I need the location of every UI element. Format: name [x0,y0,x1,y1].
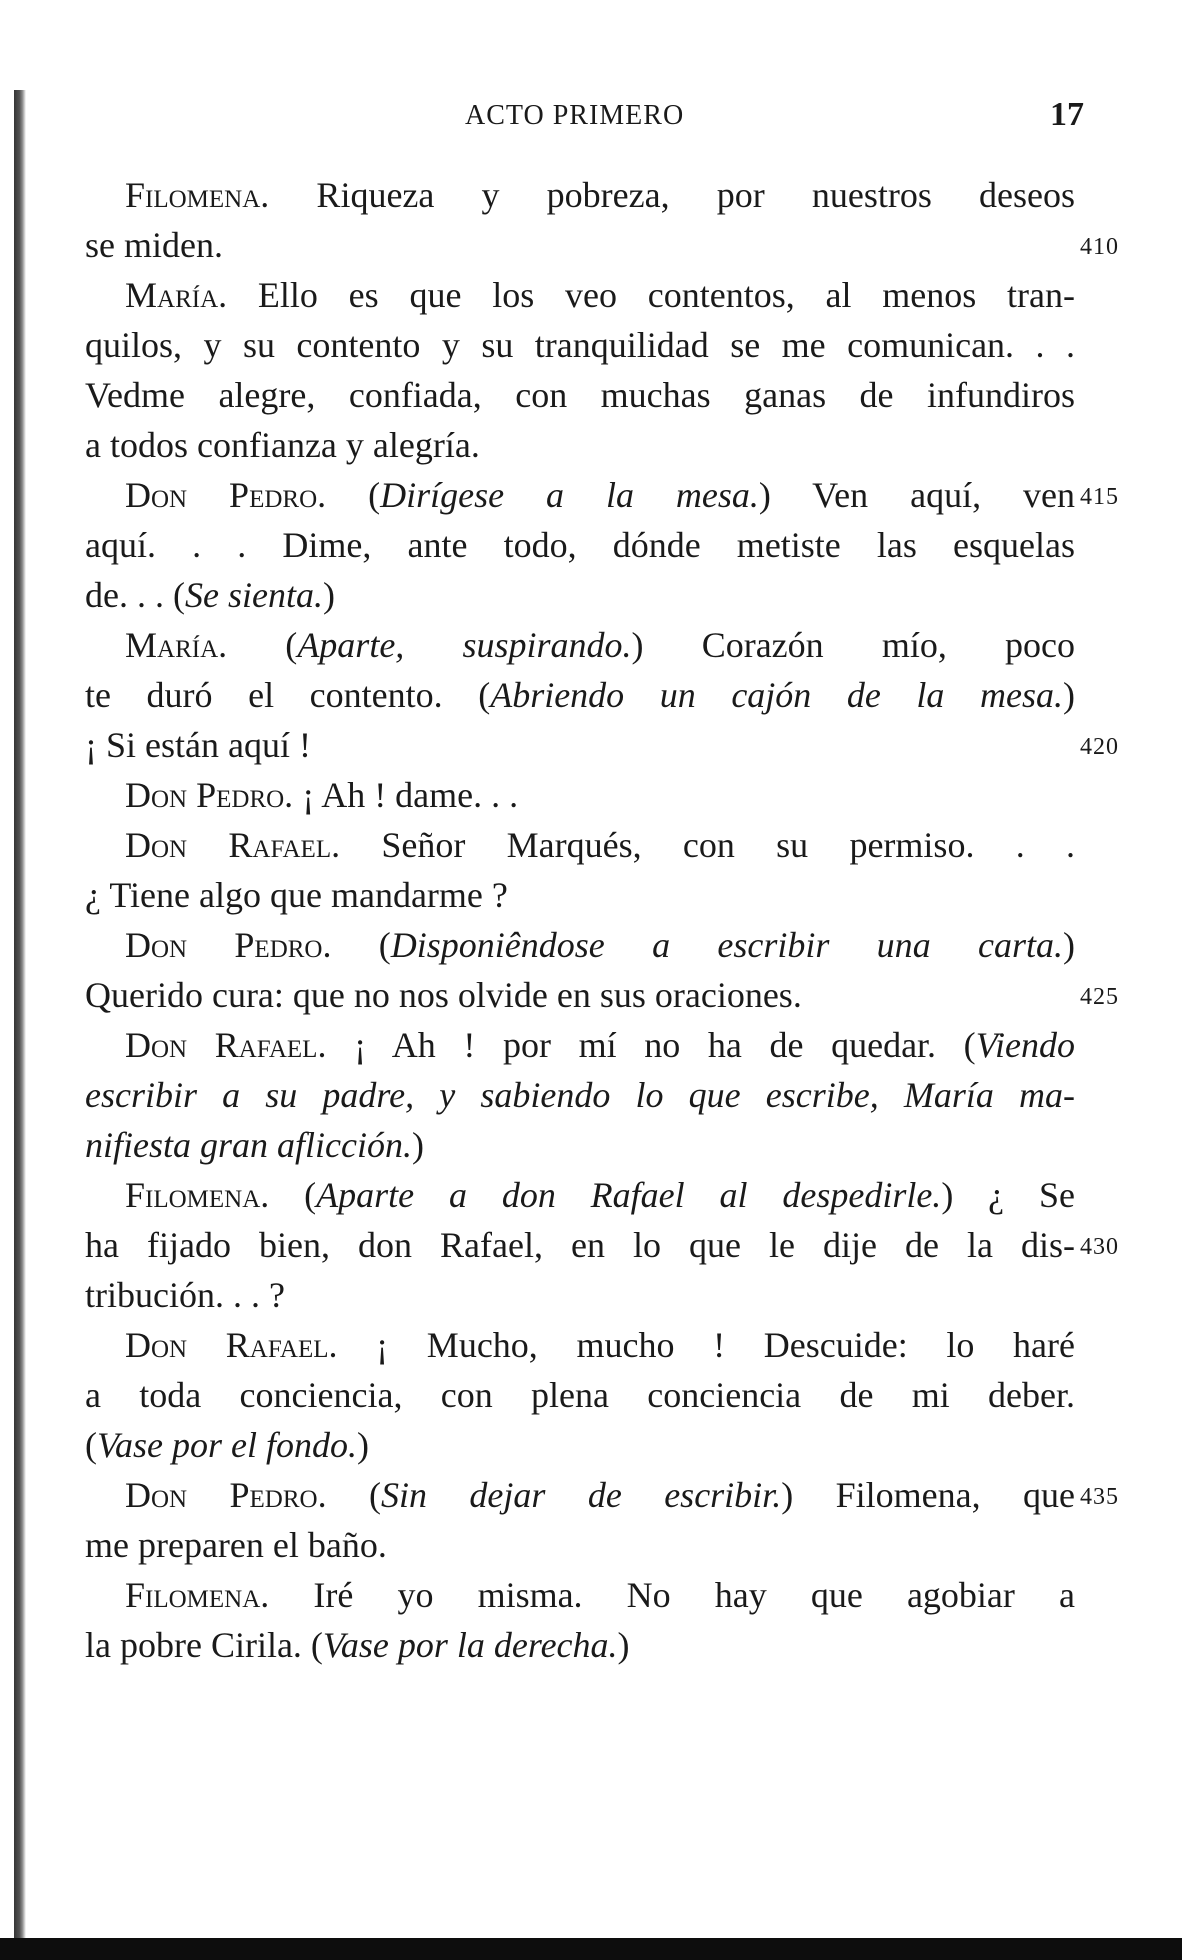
line-text: ¡ Ah ! por mí no ha de quedar. ( [326,1025,976,1065]
line-number: 435 [1080,1484,1119,1510]
line-text: ) Ven aquí, ven [758,475,1075,515]
stage-direction: Se sienta. [184,575,323,615]
speaker-name: Filomena. [125,1175,270,1215]
text-line [85,1120,1075,1170]
line-content [125,770,1075,820]
line-text: la pobre Cirila. ( [85,1625,323,1665]
line-text: de. . . ( [85,575,185,615]
line-text: ) ¿ Se [941,1175,1075,1215]
line-content [85,420,1075,470]
line-text: se miden. [85,225,223,265]
text-line [85,1520,1075,1570]
line-text: me preparen el baño. [85,1525,387,1565]
line-content [85,1370,1075,1420]
line-text: te duró el contento. ( [85,675,491,715]
text-line [85,170,1075,220]
speaker-name: Don Pedro. [125,1475,327,1515]
line-content [85,320,1075,370]
stage-direction: escribir a su padre, y sabiendo lo que escribe, María ma- [85,1075,1075,1115]
speaker-name: Don Pedro. [125,775,294,815]
binding-shadow [14,90,26,1960]
text-line [85,1420,1075,1470]
text-line [85,870,1075,920]
text-line [85,1470,1119,1520]
line-content [125,620,1075,670]
line-text: ( [331,925,391,965]
stage-direction: Abriendo un cajón de la mesa. [490,675,1063,715]
line-content [125,1470,1075,1520]
line-text: ) [1063,925,1075,965]
text-line [85,920,1075,970]
line-text: ) [411,1125,424,1165]
line-text: ha fijado bien, don Rafael, en lo que le dije de la dis- [85,1225,1075,1265]
line-content [85,970,1075,1020]
line-content [125,270,1075,320]
line-text: tribución. . . ? [85,1275,285,1315]
speaker-name: Don Rafael. [125,1325,338,1365]
line-content [85,1270,1075,1320]
stage-direction: nifiesta gran aflicción. [85,1125,412,1165]
line-content [85,520,1075,570]
line-content [85,370,1075,420]
line-text: Vedme alegre, confiada, con muchas ganas de infundiros [85,375,1075,415]
line-text: ) Corazón mío, poco [631,625,1075,665]
page-number: 17 [1050,96,1084,133]
line-content [125,1570,1075,1620]
bottom-edge [0,1938,1182,1960]
speaker-name: Don Rafael. [125,1025,327,1065]
text-line [85,520,1075,570]
text-line [85,1620,1075,1670]
text-line [85,270,1075,320]
text-line [85,970,1119,1020]
line-text: Señor Marqués, con su permiso. . . [340,825,1075,865]
line-text: a toda conciencia, con plena conciencia de mi deber. [85,1375,1075,1415]
line-text: ) [356,1425,369,1465]
text-line [85,1270,1075,1320]
line-content [125,1320,1075,1370]
text-line [85,1170,1075,1220]
line-text: ( [326,475,381,515]
text-line [85,370,1075,420]
stage-direction: Vase por el fondo. [97,1425,357,1465]
text-line [85,1570,1075,1620]
stage-direction: Vase por la derecha. [322,1625,618,1665]
line-text: ¡ Si están aquí ! [85,725,311,765]
line-text: aquí. . . Dime, ante todo, dónde metiste las esquelas [85,525,1075,565]
line-text: ) [1063,675,1075,715]
text-line [85,720,1119,770]
line-text: quilos, y su contento y su tranquilidad se me comunican. . . [85,325,1075,365]
text-line [85,220,1119,270]
act-title: ACTO PRIMERO [465,100,685,131]
line-number: 415 [1080,484,1119,510]
line-content [85,720,1075,770]
line-content [85,220,1075,270]
speaker-name: Don Pedro. [125,925,332,965]
stage-direction: Disponiêndose a escribir una carta. [390,925,1063,965]
line-text: ) [617,1625,630,1665]
text-line [85,420,1075,470]
text-line [85,620,1075,670]
line-text: ( [326,1475,381,1515]
line-content [85,870,1075,920]
text-line [85,670,1075,720]
text-line [85,320,1075,370]
line-content [125,1170,1075,1220]
stage-direction: Aparte, suspirando. [297,625,632,665]
speaker-name: Don Rafael. [125,825,341,865]
line-number: 410 [1080,234,1119,260]
speaker-name: María. [125,275,228,315]
line-text: ) [322,575,335,615]
line-content [85,1420,1075,1470]
line-content [85,1120,1075,1170]
line-content [125,170,1075,220]
stage-direction: Aparte a don Rafael al despedirle. [316,1175,942,1215]
line-text: Ello es que los veo contentos, al menos tran- [227,275,1075,315]
line-content [125,920,1075,970]
line-content [125,470,1075,520]
line-content [85,1620,1075,1670]
line-text: ( [85,1425,97,1465]
line-text: ) Filomena, que [781,1475,1075,1515]
speaker-name: María. [125,625,228,665]
line-content [85,1070,1075,1120]
line-content [85,570,1075,620]
speaker-name: Don Pedro. [125,475,327,515]
text-line [85,1370,1075,1420]
line-text: Riqueza y pobreza, por nuestros deseos [269,175,1075,215]
speaker-name: Filomena. [125,175,270,215]
line-text: ¡ Mucho, mucho ! Descuide: lo haré [337,1325,1075,1365]
line-text: ( [269,1175,317,1215]
line-content [125,820,1075,870]
line-content [125,1020,1075,1070]
text-line [85,470,1119,520]
text-line [85,570,1075,620]
line-text: Querido cura: que no nos olvide en sus oraciones. [85,975,802,1015]
stage-direction: Dirígese a la mesa. [380,475,759,515]
line-number: 425 [1080,984,1119,1010]
line-text: ¡ Ah ! dame. . . [293,775,519,815]
stage-direction: Viendo [975,1025,1075,1065]
text-line [85,1020,1075,1070]
running-head [0,96,1182,140]
line-text: a todos confianza y alegría. [85,425,480,465]
text-line [85,770,1075,820]
line-content [85,670,1075,720]
text-line [85,820,1075,870]
text-line [85,1320,1075,1370]
line-text: ( [227,625,298,665]
line-text: Iré yo misma. No hay que agobiar a [269,1575,1075,1615]
line-content [85,1220,1075,1270]
stage-direction: Sin dejar de escribir. [381,1475,782,1515]
text-line [85,1220,1119,1270]
line-number: 430 [1080,1234,1119,1260]
line-text: ¿ Tiene algo que mandarme ? [85,875,508,915]
line-number: 420 [1080,734,1119,760]
text-line [85,1070,1075,1120]
line-content [85,1520,1075,1570]
speaker-name: Filomena. [125,1575,270,1615]
dialogue-text [85,170,1119,1670]
